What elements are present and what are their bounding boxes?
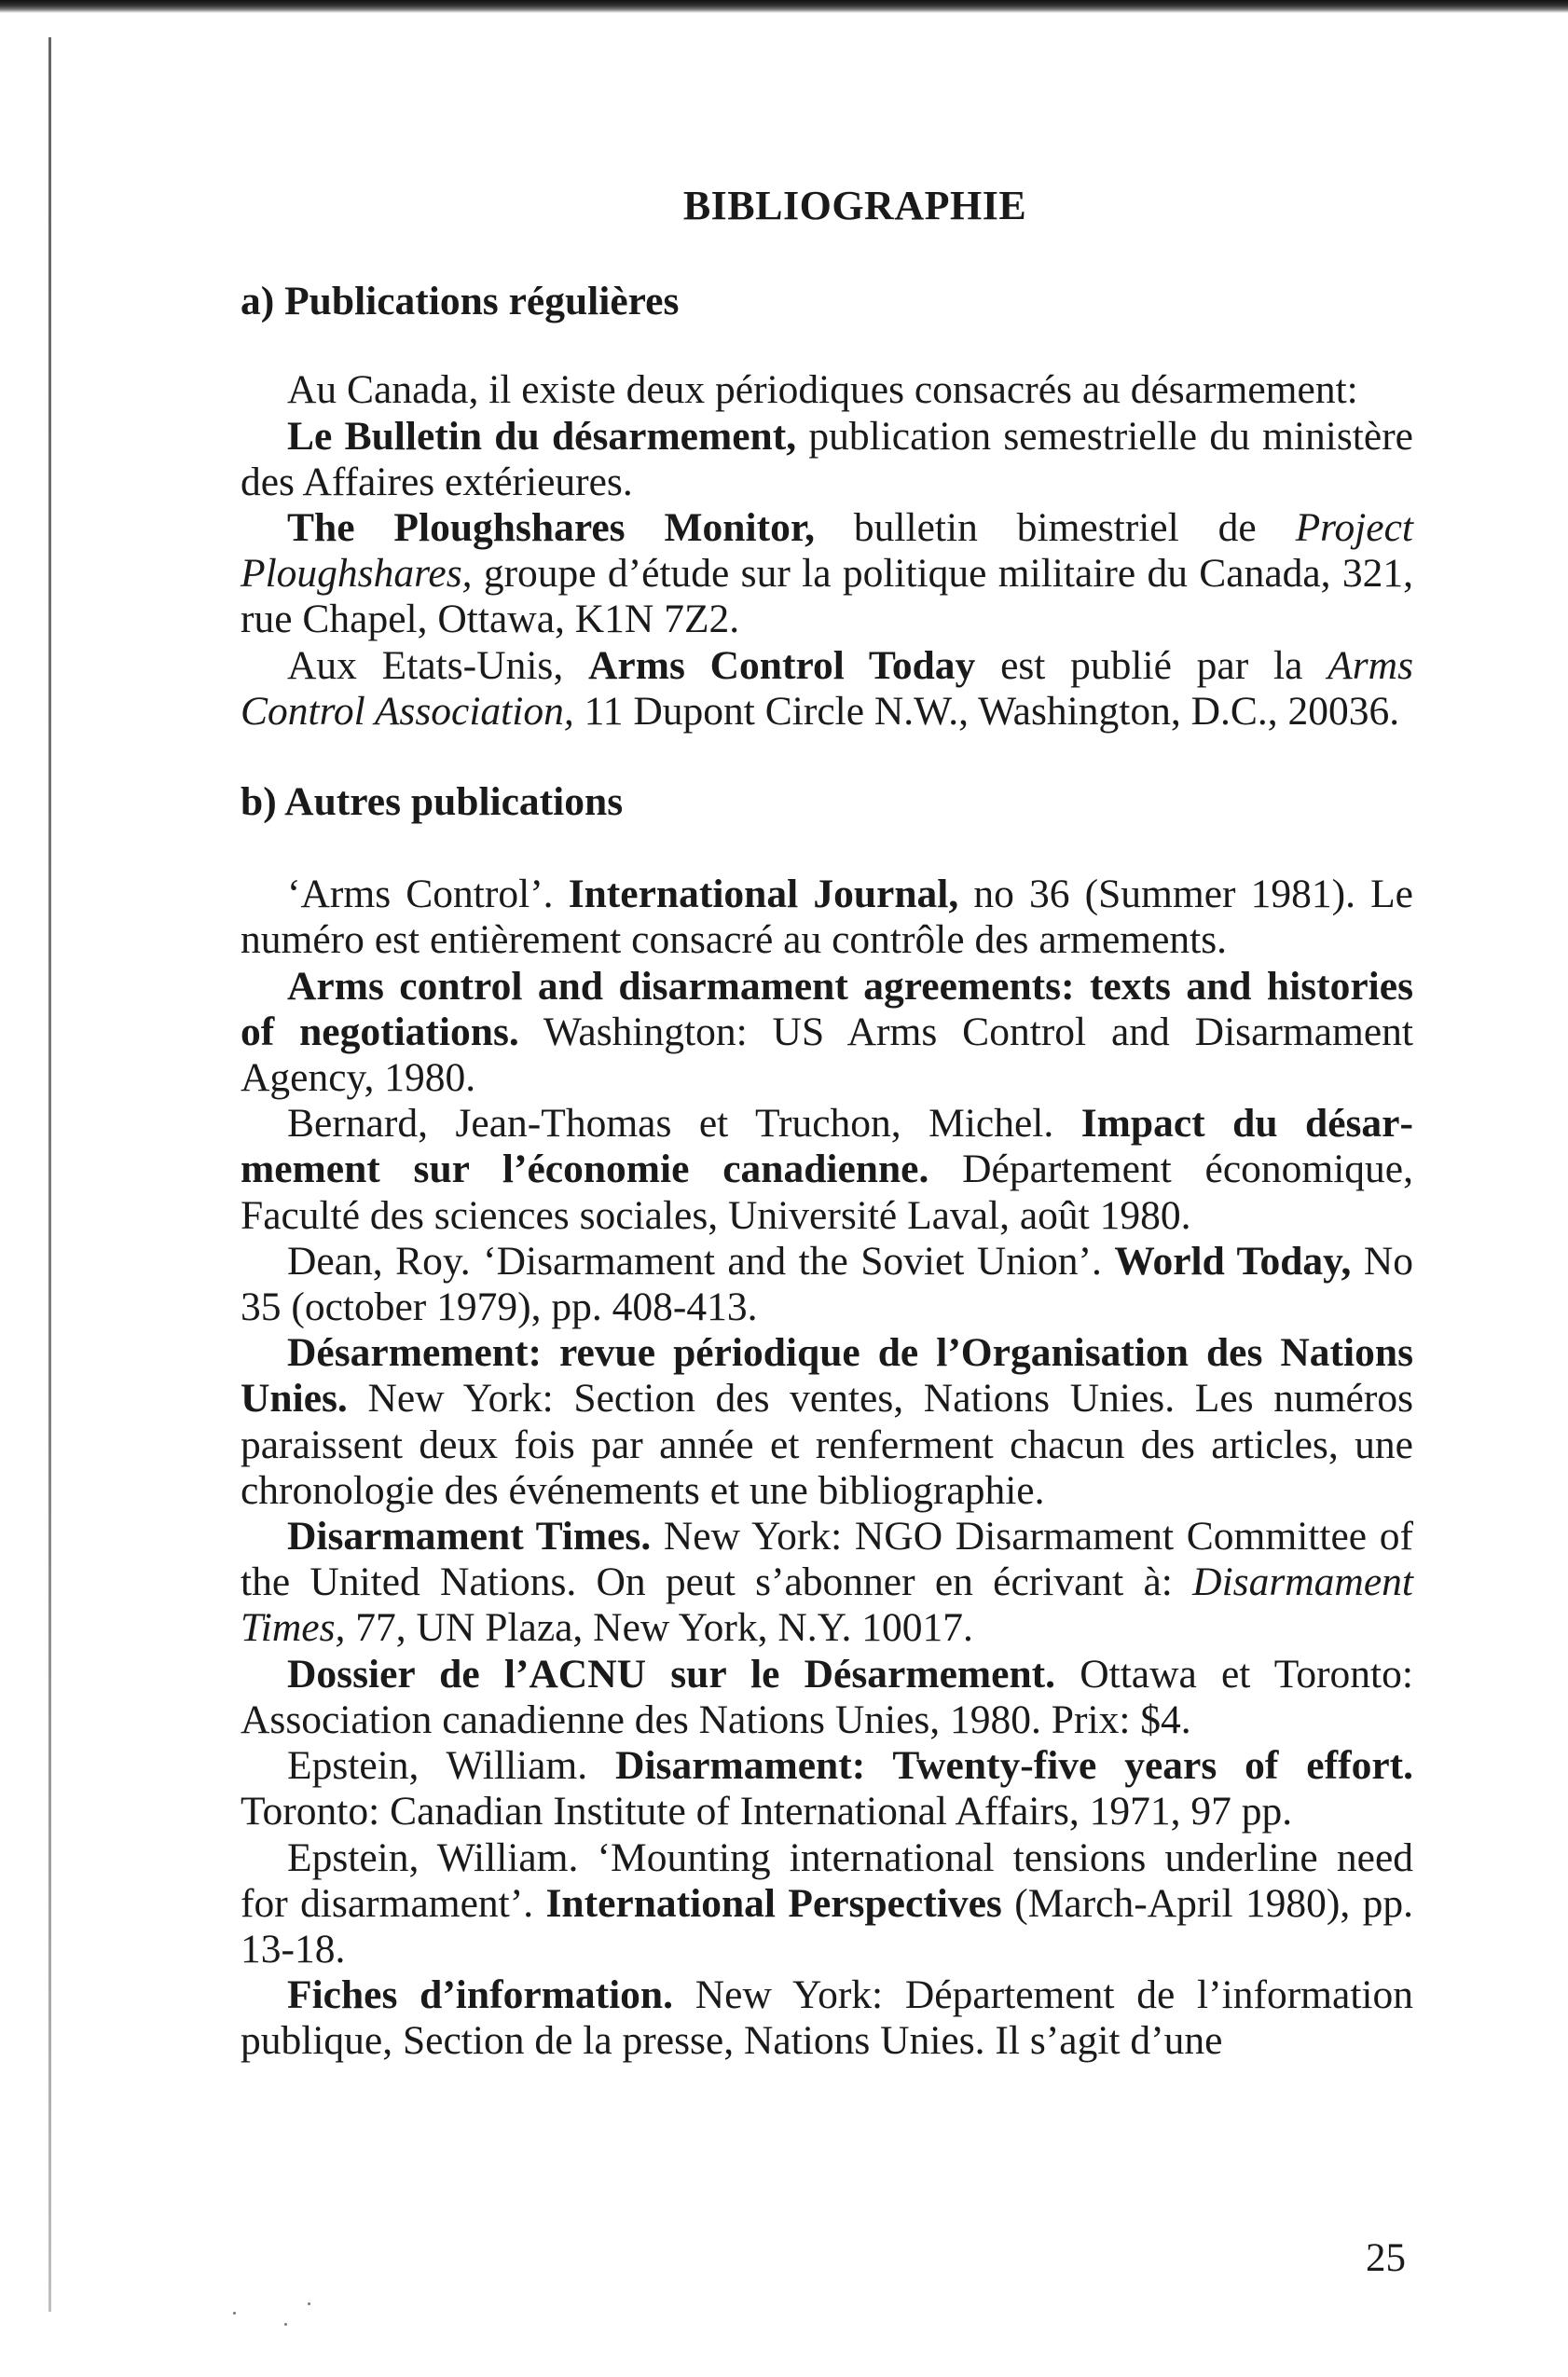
text-run: Epstein, William. ‘Mounting international tensions underline need for disarmament’.	[241, 1834, 1413, 1926]
bold-run: Désarmement: revue périodique de l’Organisation des Nations Unies.	[241, 1330, 1413, 1422]
bibliography-entry	[241, 1239, 1413, 1330]
bold-run: Fiches d’information.	[287, 1972, 674, 2018]
bibliography-entry	[241, 1330, 1413, 1514]
section-a-paragraphs	[241, 367, 1413, 735]
bold-run: International Perspectives	[545, 1880, 1002, 1926]
bibliography-entry	[241, 1972, 1413, 2064]
bold-run: Impact du désarmement sur l’économie canadienne.	[241, 1101, 1413, 1192]
bold-run: The Ploughshares Monitor,	[287, 505, 816, 551]
text-run: ‘Arms Control’.	[287, 872, 569, 917]
bibliography-entry	[241, 964, 1413, 1102]
text-run: New York: Section des ventes, Nations Unies. Les numéros paraissent deux fois par année et renferment chacun des articles, une chronologie des événements et une bibliographie.	[241, 1376, 1413, 1513]
text-run: Département économique, Faculté des sciences sociales, Université Laval, août 1980.	[241, 1147, 1413, 1238]
bibliography-entry	[241, 1743, 1413, 1834]
bold-run: Dossier de l’ACNU sur le Désarmement.	[287, 1651, 1055, 1697]
italic-run: Arms Control Association,	[241, 642, 1413, 734]
section-heading-b: b) Autres publications	[241, 779, 624, 825]
text-run: New York: NGO Disarmament Committee of the United Nations. On peut s’abonner en écrivant à:	[241, 1514, 1413, 1605]
section-b-paragraphs	[241, 872, 1413, 2064]
bold-run: Le Bulletin du désarmement,	[287, 413, 797, 459]
bibliography-paragraph	[241, 367, 1413, 413]
text-run: (March-April 1980), pp. 13-18.	[241, 1880, 1414, 1972]
text-run: Aux Etats-Unis,	[287, 642, 588, 688]
bold-run: Arms Control Today	[587, 642, 976, 688]
text-run: Ottawa et Toronto: Association canadienne des Nations Unies, 1980. Prix: $4.	[241, 1651, 1413, 1742]
italic-run: Disarmament Times,	[241, 1559, 1413, 1651]
bibliography-entry	[241, 1835, 1413, 1973]
bold-run: Disarmament Times.	[287, 1514, 652, 1559]
bibliography-paragraph	[241, 643, 1413, 735]
bibliography-entry	[241, 1514, 1413, 1652]
bold-run: Arms control and disarmament agreements: texts and histories of negotiations.	[241, 963, 1413, 1054]
scan-top-edge	[0, 0, 1568, 13]
text-run: bulletin bimestriel de	[815, 505, 1296, 551]
bold-run: World Today,	[1114, 1238, 1352, 1284]
page-content	[241, 183, 1413, 2065]
bold-run: International Journal,	[568, 872, 959, 917]
text-run: Dean, Roy. ‘Disarmament and the Soviet Union’.	[287, 1238, 1115, 1284]
text-run: groupe d’étude sur la politique militaire du Canada, 321, rue Chapel, Ottawa, K1N 7Z2.	[241, 551, 1413, 642]
bibliography-entry	[241, 1652, 1413, 1743]
bibliography-entry	[241, 1101, 1413, 1239]
text-run: 11 Dupont Circle N.W., Washington, D.C., 20036.	[573, 688, 1400, 734]
text-run: est publié par la	[975, 642, 1328, 688]
text-run: no 36 (Summer 1981). Le numéro est entièrement consacré au contrôle des armements.	[241, 872, 1413, 963]
text-run: publication semestrielle du ministère des Affaires extérieures.	[241, 413, 1413, 504]
bold-run: Disarmament: Twenty-five years of effort.	[615, 1743, 1414, 1789]
bibliography-paragraph	[241, 414, 1413, 505]
bibliography-entry	[241, 872, 1413, 963]
text-run: Au Canada, il existe deux périodiques consacrés au désarmement:	[287, 367, 1358, 413]
text-run: Washington: US Arms Control and Disarmament Agency, 1980.	[241, 1009, 1414, 1101]
italic-run: Project Ploughshares,	[241, 505, 1413, 597]
section-heading-a: a) Publications régulières	[241, 279, 680, 324]
scan-speck	[233, 2312, 236, 2315]
scan-speck	[284, 2323, 287, 2326]
scan-margin-line	[48, 37, 51, 2312]
text-run: New York: Département de l’information publique, Section de la presse, Nations Unies. Il s’agit d’une	[241, 1972, 1413, 2064]
page-number: 25	[1366, 2236, 1406, 2280]
text-run: Toronto: Canadian Institute of International Affairs, 1971, 97 pp.	[241, 1789, 1293, 1834]
text-run: 77, UN Plaza, New York, N.Y. 10017.	[345, 1605, 973, 1651]
text-run: Epstein, William.	[287, 1743, 616, 1789]
text-run: No 35 (october 1979), pp. 408-413.	[241, 1238, 1413, 1330]
scan-speck	[308, 2302, 310, 2305]
page-title: BIBLIOGRAPHIE	[682, 183, 1027, 228]
bibliography-paragraph	[241, 505, 1413, 643]
text-run: Bernard, Jean-Thomas et Truchon, Michel.	[287, 1101, 1081, 1147]
